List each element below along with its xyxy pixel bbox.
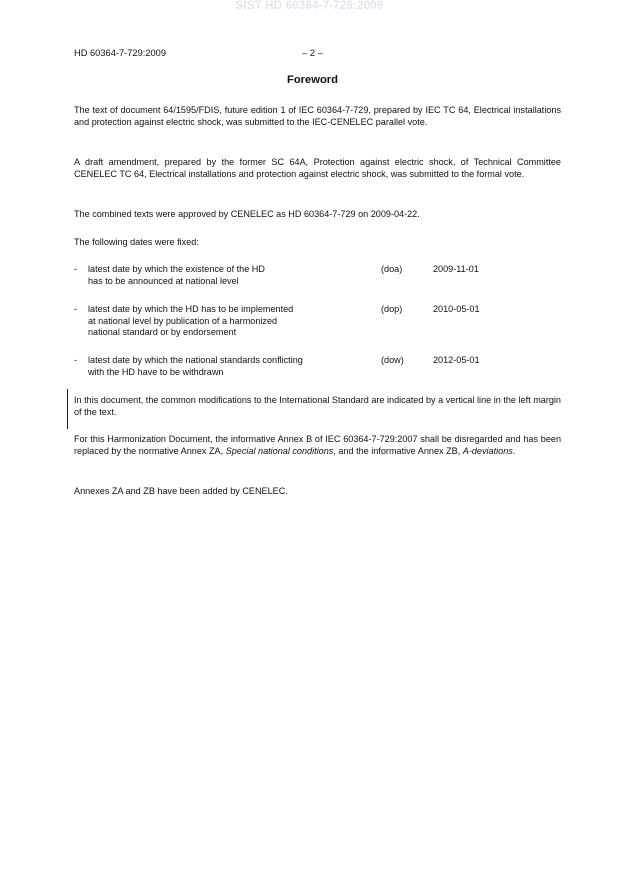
date-value: 2010-05-01 xyxy=(433,304,480,314)
list-bullet: - xyxy=(74,304,78,314)
paragraph-fdis: The text of document 64/1595/FDIS, future edition 1 of IEC 60364-7-729, prepared by IEC TC 64, Electrical installations and protection against electric shock, was submitted to the IEC-CENELEC parallel vote. xyxy=(74,105,561,127)
paragraph-approval: The combined texts were approved by CENELEC as HD 60364-7-729 on 2009-04-22. xyxy=(74,209,420,219)
date-code: (dow) xyxy=(381,355,404,365)
date-code: (dop) xyxy=(381,304,403,314)
date-description: latest date by which the existence of the HD has to be announced at national level xyxy=(88,264,265,286)
paragraph-common-modifications: In this document, the common modifications to the International Standard are indicated by a vertical line in the left margin of the text. xyxy=(74,395,561,417)
date-value: 2012-05-01 xyxy=(433,355,480,365)
annex-zb-title: A-deviations xyxy=(462,445,513,456)
list-bullet: - xyxy=(74,355,78,365)
paragraph-annexes-added: Annexes ZA and ZB have been added by CENELEC. xyxy=(74,486,288,496)
page-number: – 2 – xyxy=(302,48,323,58)
paragraph-dates-intro: The following dates were fixed: xyxy=(74,237,199,247)
date-code: (doa) xyxy=(381,264,403,274)
watermark: SIST HD 60364-7-729:2009 xyxy=(235,0,384,12)
document-id: HD 60364-7-729:2009 xyxy=(74,48,167,58)
date-description: latest date by which the national standards conflicting with the HD have to be withdrawn xyxy=(88,355,303,377)
annex-za-title: Special national conditions xyxy=(225,445,334,456)
date-description: latest date by which the HD has to be implemented at national level by publication of a harmonized national standard or by endorsement xyxy=(88,304,294,338)
change-bar xyxy=(67,389,68,429)
paragraph-harmonization: For this Harmonization Document, the informative Annex B of IEC 60364-7-729:2007 shall be disregarded and has been replaced by the normative Annex ZA, Special national conditions, and the informative Annex ZB, A-deviations. xyxy=(74,434,561,456)
list-bullet: - xyxy=(74,264,78,274)
page-title: Foreword xyxy=(287,74,338,86)
paragraph-draft-amendment: A draft amendment, prepared by the former SC 64A, Protection against electric shock, of Technical Committee CENELEC TC 64, Electrical installations and protection against electric shock, was submitted to the formal vote. xyxy=(74,157,561,179)
date-value: 2009-11-01 xyxy=(433,264,479,274)
